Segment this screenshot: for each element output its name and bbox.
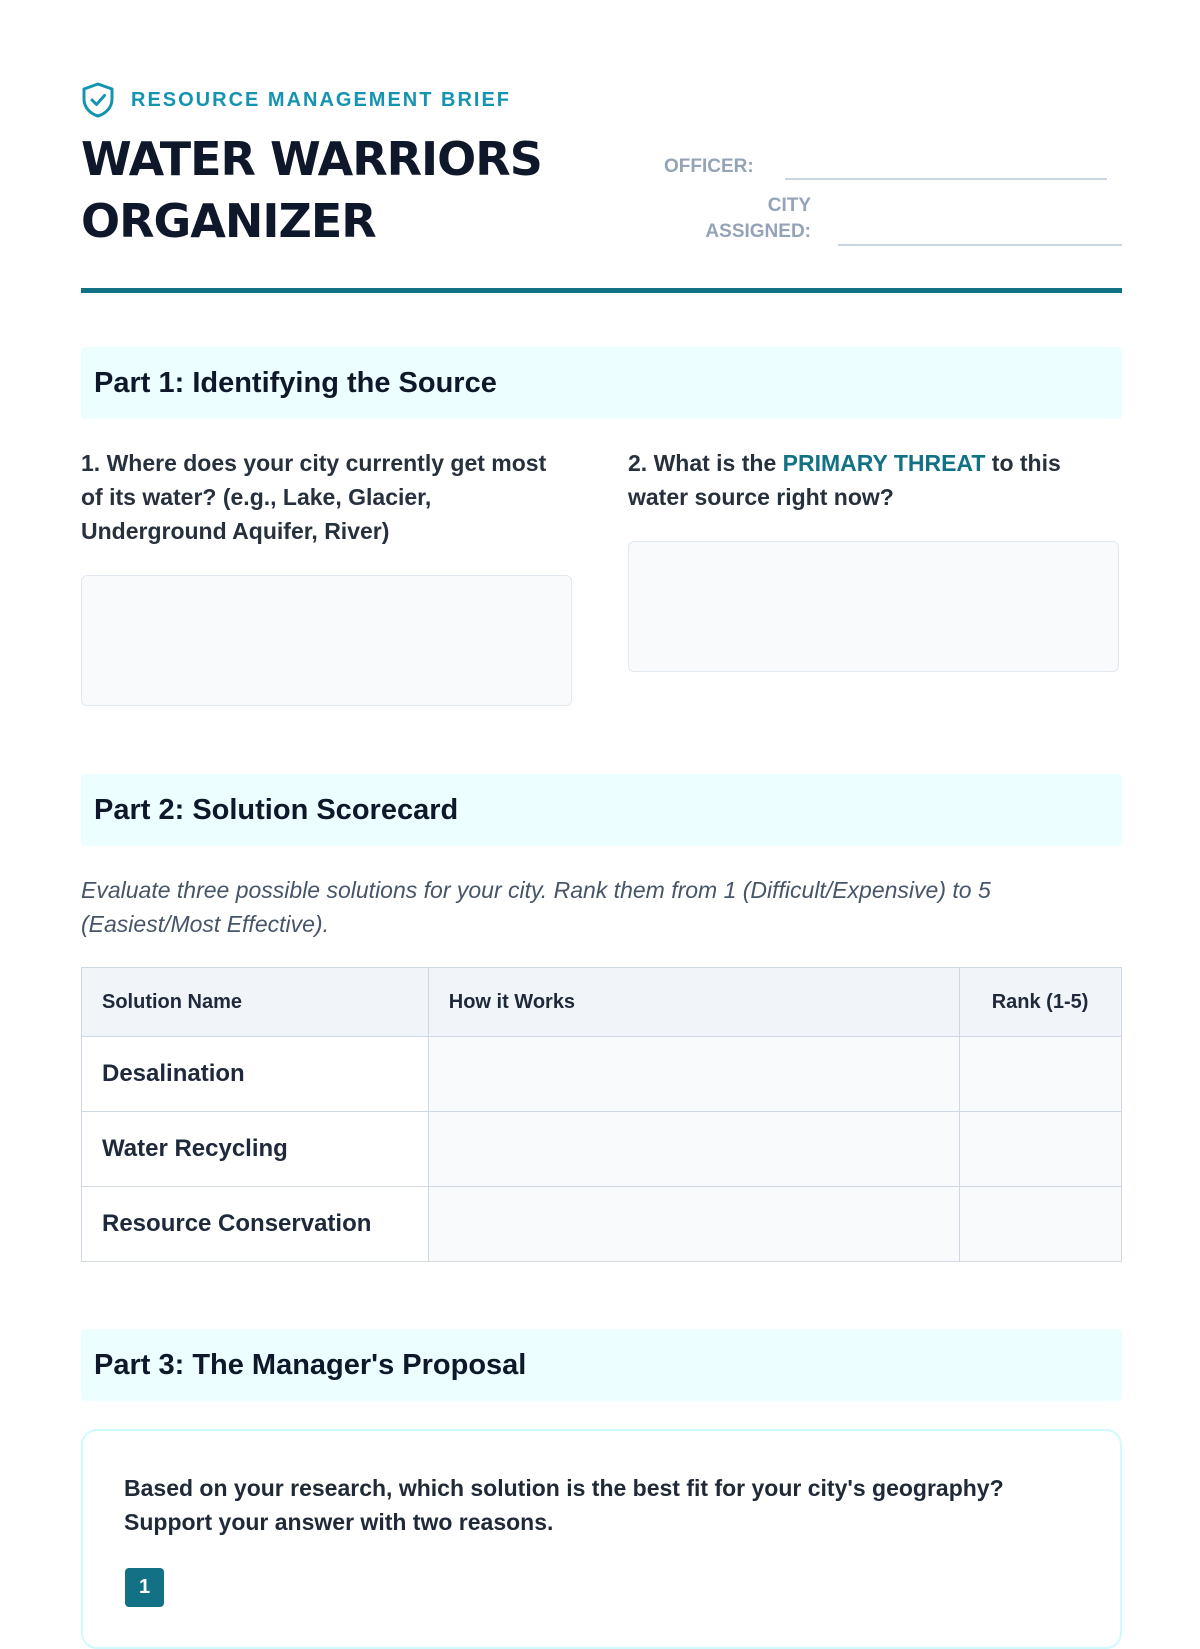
officer-field[interactable] — [785, 178, 1107, 180]
rank-cell[interactable] — [960, 1037, 1122, 1112]
rank-cell[interactable] — [960, 1187, 1122, 1262]
column-header-rank: Rank (1-5) — [960, 968, 1122, 1037]
shield-check-icon — [81, 82, 115, 118]
table-header-row — [82, 968, 1122, 1037]
table-row — [82, 1112, 1122, 1187]
part-1-heading: Part 1: Identifying the Source — [81, 347, 1122, 419]
rank-cell[interactable] — [960, 1112, 1122, 1187]
question-2-text-end: to this water source right now? — [628, 450, 1061, 510]
question-1-text: 1. Where does your city currently get most of its water? (e.g., Lake, Glacier, Underground Aquifer, River) — [81, 450, 547, 544]
question-2-text-start: 2. What is the — [628, 450, 783, 476]
solution-scorecard-table — [81, 967, 1122, 1262]
column-header-solution: Solution Name — [82, 968, 429, 1037]
table-row — [82, 1187, 1122, 1262]
page-title — [81, 128, 542, 252]
primary-threat-highlight: PRIMARY THREAT — [782, 450, 986, 476]
solution-name-cell: Resource Conservation — [82, 1187, 429, 1262]
title-line-2: ORGANIZER — [81, 194, 376, 248]
proposal-prompt: Based on your research, which solution is the best fit for your city's geography? Support your answer with two reasons. — [124, 1475, 1004, 1535]
city-label-line-1: CITY — [767, 195, 811, 216]
how-it-works-cell[interactable] — [428, 1112, 959, 1187]
answer-box-2[interactable] — [628, 541, 1119, 672]
brief-header — [81, 82, 511, 118]
part-2-heading: Part 2: Solution Scorecard — [81, 774, 1122, 846]
officer-label: OFFICER: — [664, 156, 754, 177]
how-it-works-cell[interactable] — [428, 1187, 959, 1262]
solution-name-cell: Desalination — [82, 1037, 429, 1112]
part-3-heading: Part 3: The Manager's Proposal — [81, 1329, 1122, 1401]
solution-name-cell: Water Recycling — [82, 1112, 429, 1187]
organizer-page — [81, 0, 1122, 1600]
question-1 — [81, 446, 571, 548]
city-label-line-2: ASSIGNED: — [705, 221, 811, 242]
city-assigned-label — [701, 193, 811, 245]
column-header-how-it-works: How it Works — [428, 968, 959, 1037]
answer-box-1[interactable] — [81, 575, 572, 706]
city-assigned-field[interactable] — [838, 244, 1122, 246]
how-it-works-cell[interactable] — [428, 1037, 959, 1112]
title-line-1: WATER WARRIORS — [81, 132, 542, 186]
table-row — [82, 1037, 1122, 1112]
reason-number-badge: 1 — [125, 1568, 164, 1607]
scorecard-instruction: Evaluate three possible solutions for your city. Rank them from 1 (Difficult/Expensive) to 5 (Easiest/Most Effective). — [81, 877, 991, 937]
brief-label: RESOURCE MANAGEMENT BRIEF — [131, 88, 512, 111]
proposal-box — [81, 1429, 1122, 1649]
header-divider — [81, 288, 1122, 293]
question-2 — [628, 446, 1108, 514]
